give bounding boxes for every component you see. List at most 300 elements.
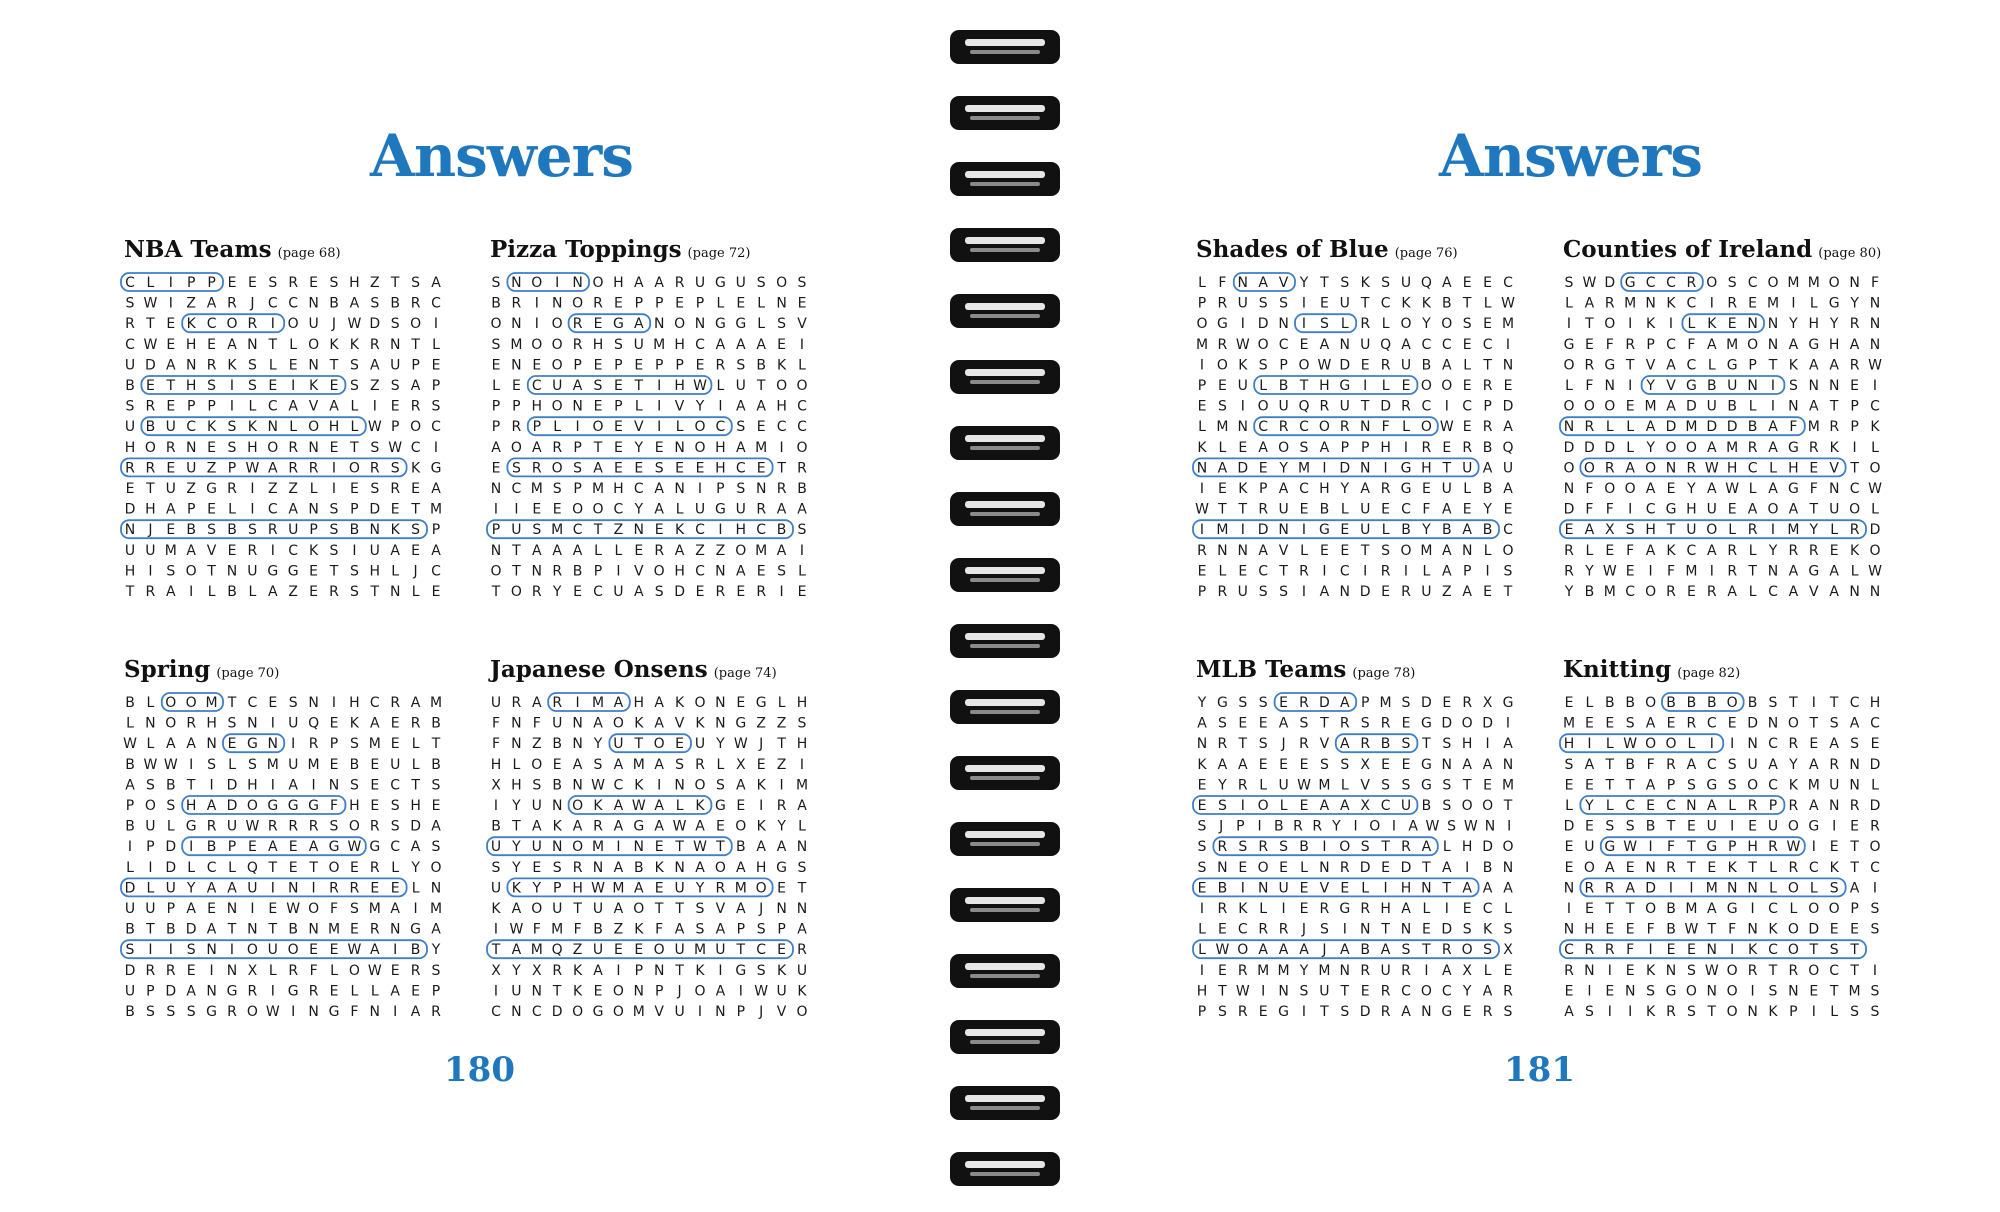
grid-letter: W (347, 942, 362, 959)
grid-letter: B (227, 522, 237, 539)
grid-letter: I (1240, 522, 1245, 539)
grid-letter: G (287, 563, 299, 580)
grid-letter: L (675, 798, 684, 814)
grid-letter: S (145, 1004, 155, 1020)
grid-letter: U (165, 481, 176, 497)
grid-letter: N (1319, 859, 1330, 876)
grid-letter: G (328, 1004, 340, 1020)
grid-letter: P (227, 839, 237, 856)
grid-letter: K (1768, 921, 1778, 938)
grid-letter: A (634, 584, 644, 600)
grid-letter: I (657, 378, 662, 394)
grid-letter: W (1215, 942, 1230, 959)
grid-letter: I (1770, 398, 1776, 415)
grid-letter: A (654, 695, 664, 711)
grid-letter: E (1238, 439, 1248, 456)
grid-letter: B (1666, 901, 1676, 917)
grid-letter: I (1281, 901, 1286, 917)
grid-letter: O (1645, 460, 1657, 477)
grid-letter: W (123, 736, 137, 753)
grid-letter: A (1788, 584, 1799, 600)
grid-letter: N (1747, 880, 1758, 897)
grid-letter: H (1380, 901, 1391, 917)
grid-letter: R (776, 481, 787, 497)
grid-letter: R (1380, 1004, 1391, 1020)
grid-letter: L (1279, 798, 1288, 814)
grid-letter: O (1624, 481, 1636, 497)
grid-letter: N (1237, 275, 1249, 291)
grid-letter: S (390, 798, 400, 814)
grid-letter: A (431, 481, 441, 497)
grid-letter: U (308, 316, 319, 333)
grid-letter: L (1871, 439, 1879, 456)
grid-letter: T (1625, 777, 1635, 794)
grid-letter: T (268, 921, 278, 938)
grid-letter: N (674, 439, 685, 456)
grid-letter: O (653, 736, 665, 753)
grid-letter: L (146, 736, 155, 753)
grid-letter: L (1402, 419, 1410, 436)
grid-letter: Y (186, 880, 196, 897)
grid-letter: G (1808, 818, 1820, 835)
grid-letter: N (124, 522, 136, 539)
grid-letter: M (1216, 522, 1229, 539)
grid-letter: S (1258, 736, 1268, 753)
grid-letter: T (1503, 584, 1513, 600)
grid-letter: W (1297, 777, 1311, 794)
grid-letter: R (1788, 542, 1799, 559)
grid-letter: A (736, 336, 746, 353)
grid-letter: O (1645, 736, 1657, 753)
grid-letter: A (1809, 398, 1819, 415)
grid-letter: T (227, 921, 237, 938)
grid-letter: S (431, 962, 441, 979)
grid-letter: M (734, 880, 747, 897)
grid-letter: A (1686, 756, 1697, 773)
grid-letter: A (654, 715, 664, 732)
grid-letter: A (1849, 715, 1860, 732)
grid-letter: F (532, 715, 541, 732)
grid-letter: L (370, 983, 379, 1000)
grid-letter: N (776, 295, 787, 312)
grid-letter: A (654, 818, 664, 835)
grid-letter: A (1319, 439, 1330, 456)
grid-letter: N (1849, 777, 1860, 794)
grid-letter: I (1872, 880, 1878, 897)
grid-letter: L (1259, 901, 1268, 917)
grid-letter: U (1278, 777, 1289, 794)
grid-letter: O (531, 275, 543, 291)
grid-letter: R (1666, 859, 1676, 876)
grid-letter: I (493, 921, 499, 938)
grid-letter: N (1359, 921, 1371, 938)
grid-letter: Z (572, 942, 583, 959)
grid-letter: P (1197, 1004, 1207, 1020)
grid-letter: D (1482, 715, 1493, 732)
grid-letter: W (286, 901, 301, 917)
grid-letter: E (1299, 798, 1309, 814)
grid-letter: S (349, 563, 359, 580)
grid-letter: H (633, 695, 645, 711)
grid-letter: Q (246, 859, 258, 876)
puzzle-name: Knitting (1563, 656, 1672, 683)
grid-letter: I (1257, 818, 1262, 835)
grid-letter: S (1829, 880, 1839, 897)
grid-letter: C (1768, 777, 1778, 794)
grid-letter: R (715, 880, 726, 897)
grid-letter: H (1461, 736, 1473, 753)
grid-letter: S (1279, 295, 1289, 312)
grid-letter: R (1237, 962, 1248, 979)
grid-letter: N (308, 501, 319, 518)
grid-letter: I (311, 777, 316, 794)
binding-ring (950, 954, 1060, 988)
grid-letter: M (795, 777, 809, 794)
grid-letter: A (613, 859, 624, 876)
grid-letter: I (534, 316, 539, 333)
grid-letter: V (1666, 378, 1676, 394)
grid-letter: A (715, 921, 726, 938)
grid-letter: E (1340, 522, 1350, 539)
grid-letter: A (1707, 901, 1717, 917)
grid-letter: T (411, 501, 420, 518)
grid-letter: S (1197, 839, 1207, 856)
grid-letter: N (1788, 398, 1799, 415)
grid-letter: C (735, 460, 746, 477)
grid-letter: E (1401, 378, 1411, 394)
grid-letter: N (145, 715, 156, 732)
grid-letter: L (1748, 584, 1757, 600)
grid-letter: E (166, 336, 176, 353)
grid-letter: S (491, 275, 501, 291)
grid-letter: O (1257, 398, 1269, 415)
grid-letter: S (756, 962, 766, 979)
grid-letter: E (390, 880, 400, 897)
grid-letter: B (165, 921, 176, 938)
grid-letter: O (592, 275, 604, 291)
grid-letter: L (1830, 1004, 1839, 1020)
grid-letter: U (145, 818, 156, 835)
grid-letter: A (654, 275, 664, 291)
grid-letter: S (797, 522, 807, 539)
grid-letter: E (288, 357, 298, 374)
grid-letter: H (490, 756, 502, 773)
grid-letter: T (370, 584, 380, 600)
grid-letter: H (328, 419, 340, 436)
grid-letter: T (634, 736, 644, 753)
grid-letter: C (1768, 736, 1778, 753)
grid-letter: R (145, 460, 156, 477)
grid-letter: X (1360, 756, 1370, 773)
grid-letter: E (247, 275, 257, 291)
grid-letter: C (695, 522, 705, 539)
grid-letter: I (291, 378, 296, 394)
grid-letter: A (1380, 942, 1391, 959)
grid-letter: R (695, 756, 705, 773)
grid-letter: G (410, 921, 422, 938)
grid-letter: S (145, 777, 155, 794)
grid-letter: H (124, 563, 136, 580)
grid-letter: E (675, 736, 685, 753)
grid-letter: C (1849, 481, 1860, 497)
grid-letter: A (593, 460, 603, 477)
grid-letter: S (349, 736, 359, 753)
grid-letter: S (1401, 736, 1411, 753)
grid-letter: I (1199, 962, 1205, 979)
grid-letter: O (612, 1004, 624, 1020)
grid-letter: S (1462, 921, 1472, 938)
grid-letter: I (148, 942, 153, 959)
grid-letter: S (247, 522, 257, 539)
grid-letter: T (1625, 357, 1635, 374)
grid-letter: F (1687, 336, 1696, 353)
grid-letter: S (390, 460, 400, 477)
grid-letter: U (715, 942, 726, 959)
grid-letter: R (1462, 695, 1473, 711)
grid-letter: E (573, 584, 583, 600)
grid-letter: G (1787, 481, 1799, 497)
grid-letter: I (393, 1004, 398, 1020)
grid-letter: R (1870, 818, 1880, 835)
grid-letter: Q (1380, 336, 1392, 353)
grid-letter: S (1870, 901, 1880, 917)
grid-letter: E (634, 542, 644, 559)
grid-letter: U (490, 839, 502, 856)
grid-letter: D (1808, 921, 1820, 938)
grid-letter: R (1849, 316, 1860, 333)
grid-letter: T (1238, 736, 1248, 753)
grid-letter: J (1219, 818, 1224, 835)
grid-letter: K (797, 983, 807, 1000)
grid-letter: C (1482, 336, 1493, 353)
grid-letter: V (308, 398, 319, 415)
grid-letter: I (1811, 1004, 1816, 1020)
grid-letter: W (631, 798, 646, 814)
grid-letter: E (1870, 736, 1880, 753)
grid-letter: I (1240, 880, 1245, 897)
grid-letter: E (1238, 715, 1248, 732)
grid-letter: E (1421, 921, 1431, 938)
grid-letter: Y (1197, 695, 1207, 711)
grid-letter: W (1868, 481, 1882, 497)
grid-letter: E (593, 357, 603, 374)
grid-letter: P (1666, 777, 1676, 794)
grid-letter: O (1420, 419, 1432, 436)
grid-letter: E (349, 481, 359, 497)
grid-letter: A (1605, 859, 1615, 876)
grid-letter: T (1687, 859, 1696, 876)
grid-letter: N (1767, 563, 1779, 580)
grid-letter: M (755, 542, 768, 559)
grid-letter: B (1747, 695, 1758, 711)
grid-letter: L (411, 756, 420, 773)
grid-letter: O (714, 859, 726, 876)
grid-letter: A (410, 378, 421, 394)
grid-letter: G (1808, 336, 1820, 353)
grid-letter: U (247, 563, 258, 580)
grid-letter: Z (1442, 584, 1452, 600)
grid-letter: R (572, 316, 583, 333)
grid-letter: O (1461, 798, 1473, 814)
grid-letter: E (532, 357, 542, 374)
grid-letter: I (493, 983, 499, 1000)
grid-letter: P (146, 983, 155, 1000)
grid-letter: P (552, 880, 562, 897)
grid-letter: T (491, 584, 501, 600)
grid-letter: A (756, 336, 766, 353)
grid-letter: R (145, 398, 156, 415)
grid-letter: S (593, 378, 603, 394)
puzzle-title (490, 236, 820, 272)
grid-letter: K (1829, 859, 1839, 876)
grid-letter: R (1564, 962, 1574, 979)
grid-letter: W (1868, 357, 1882, 374)
grid-letter: W (1195, 501, 1209, 518)
grid-letter: S (431, 777, 441, 794)
grid-letter: K (1727, 859, 1737, 876)
grid-letter: C (1686, 542, 1697, 559)
grid-letter: W (143, 295, 158, 312)
grid-letter: S (1197, 859, 1207, 876)
grid-letter: O (1645, 901, 1657, 917)
grid-letter: D (674, 584, 685, 600)
grid-letter: S (1381, 275, 1391, 291)
grid-letter: Z (532, 736, 542, 753)
grid-letter: O (551, 460, 563, 477)
grid-letter: S (715, 777, 725, 794)
grid-letter: N (206, 983, 217, 1000)
grid-letter: H (1747, 839, 1758, 856)
grid-letter: C (695, 563, 705, 580)
grid-letter: E (1401, 756, 1411, 773)
grid-letter: U (165, 880, 176, 897)
grid-letter: R (1584, 880, 1595, 897)
grid-letter: T (1218, 501, 1227, 518)
grid-letter: K (1850, 542, 1860, 559)
grid-letter: E (1666, 481, 1676, 497)
grid-letter: D (226, 777, 238, 794)
grid-letter: S (166, 563, 176, 580)
grid-letter: A (654, 798, 664, 814)
grid-letter: I (1403, 563, 1409, 580)
grid-letter: T (1605, 901, 1615, 917)
grid-letter: K (634, 777, 644, 794)
grid-letter: M (1807, 777, 1820, 794)
grid-letter: T (411, 336, 420, 353)
grid-letter: A (1258, 275, 1268, 291)
grid-letter: M (1685, 563, 1698, 580)
grid-letter: T (309, 859, 318, 876)
grid-letter: R (1217, 336, 1228, 353)
grid-letter: A (634, 880, 644, 897)
grid-letter: T (1768, 962, 1778, 979)
grid-letter: S (1462, 316, 1472, 333)
grid-letter: D (1706, 419, 1718, 436)
grid-letter: D (165, 859, 177, 876)
grid-letter: E (1462, 501, 1472, 518)
grid-letter: U (1380, 962, 1391, 979)
grid-letter: X (491, 777, 501, 794)
grid-letter: O (572, 1004, 584, 1020)
grid-letter: W (1317, 357, 1332, 374)
grid-letter: E (166, 522, 176, 539)
grid-letter: R (1604, 295, 1615, 312)
grid-letter: E (268, 695, 278, 711)
grid-letter: Y (1850, 295, 1859, 312)
grid-letter: A (736, 777, 746, 794)
grid-letter: P (491, 419, 501, 436)
grid-letter: U (552, 715, 563, 732)
grid-letter: I (514, 501, 519, 518)
grid-letter: S (268, 275, 278, 291)
grid-letter: P (614, 398, 623, 415)
grid-letter: U (735, 501, 746, 518)
grid-letter: P (1340, 439, 1350, 456)
grid-letter: O (287, 316, 299, 333)
grid-letter: R (511, 295, 522, 312)
grid-letter: D (1563, 501, 1575, 518)
grid-letter: R (1293, 818, 1303, 835)
grid-letter: I (1199, 357, 1205, 374)
grid-letter: N (308, 695, 319, 711)
grid-letter: L (411, 736, 420, 753)
grid-letter: E (125, 481, 135, 497)
grid-letter: R (288, 460, 299, 477)
grid-letter: U (531, 798, 542, 814)
grid-letter: I (270, 777, 275, 794)
grid-letter: A (1482, 460, 1493, 477)
grid-letter: U (1421, 584, 1432, 600)
grid-letter: I (493, 798, 499, 814)
grid-letter: A (1197, 715, 1207, 732)
grid-letter: R (593, 295, 603, 312)
grid-letter: I (1485, 736, 1490, 753)
grid-letter: R (715, 357, 726, 374)
grid-letter: I (311, 880, 316, 897)
grid-letter: A (1442, 563, 1452, 580)
grid-letter: P (1197, 584, 1207, 600)
grid-letter: M (1787, 275, 1800, 291)
grid-letter: O (1767, 501, 1779, 518)
grid-letter: U (613, 736, 624, 753)
grid-letter: R (1278, 419, 1289, 436)
grid-letter: R (511, 695, 522, 711)
grid-letter: C (1237, 921, 1248, 938)
grid-letter: B (1706, 378, 1717, 394)
grid-letter: A (532, 542, 542, 559)
grid-letter: C (1441, 983, 1452, 1000)
grid-letter: S (552, 481, 562, 497)
grid-letter: E (1217, 378, 1227, 394)
grid-letter: U (247, 880, 258, 897)
grid-letter: R (1339, 859, 1350, 876)
grid-letter: A (390, 983, 400, 1000)
grid-letter: K (756, 777, 766, 794)
grid-letter: R (1339, 715, 1350, 732)
grid-letter: O (531, 901, 543, 917)
grid-letter: S (166, 798, 176, 814)
grid-letter: A (593, 962, 603, 979)
grid-letter: T (125, 584, 135, 600)
grid-letter: T (227, 695, 237, 711)
grid-letter: D (124, 880, 136, 897)
grid-letter: K (695, 798, 705, 814)
grid-letter: A (166, 584, 176, 600)
grid-letter: E (349, 921, 359, 938)
grid-letter: E (634, 460, 644, 477)
grid-letter: L (248, 398, 257, 415)
grid-letter: N (247, 921, 258, 938)
